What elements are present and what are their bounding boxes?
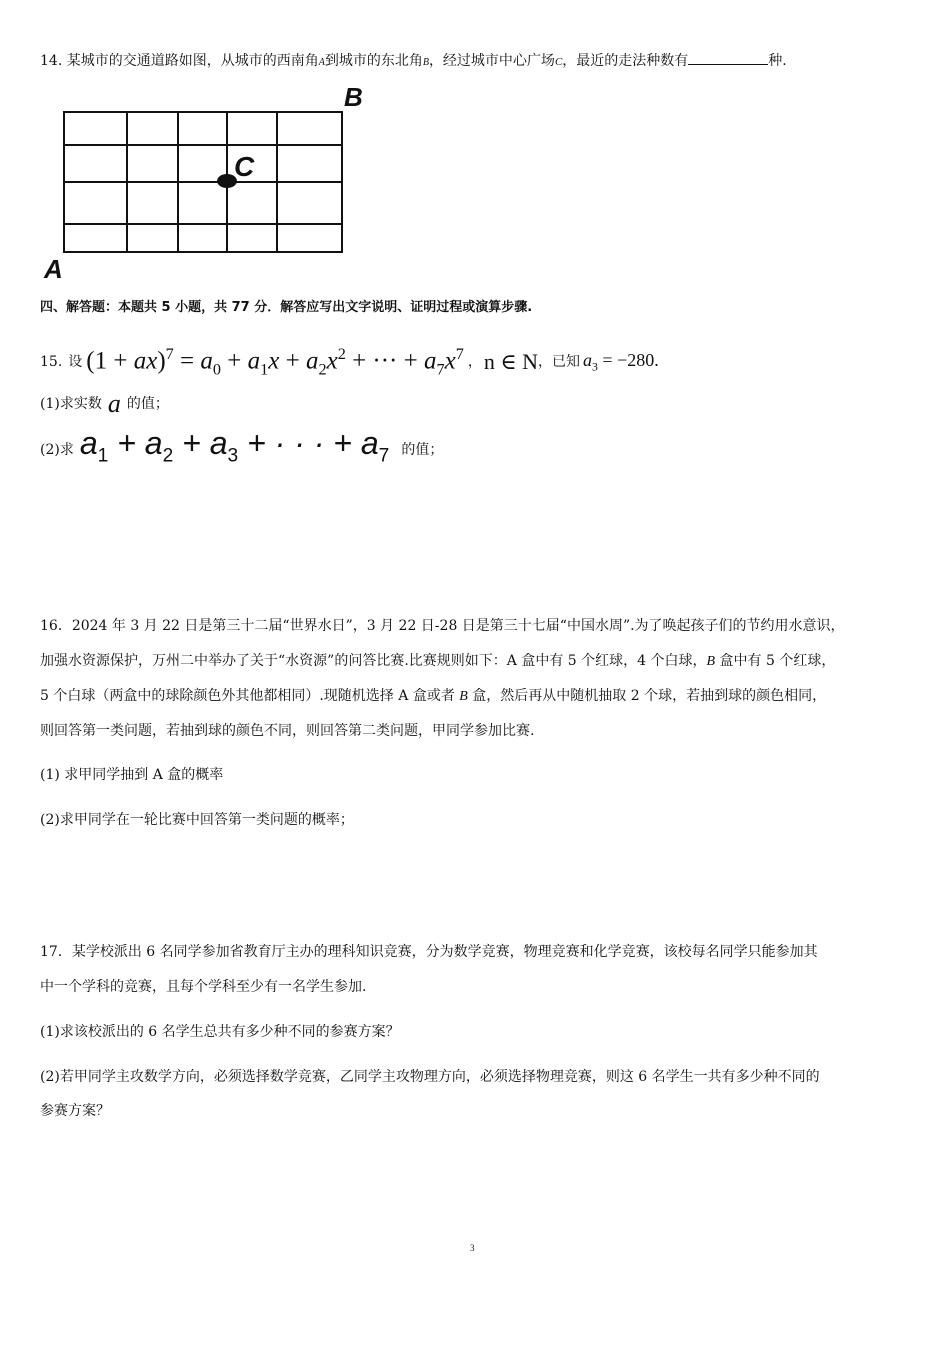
q14-text: 14. 某城市的交通道路如图，从城市的西南角A到城市的东北角B，经过城市中心广场C，最近的走法种数有 种. (40, 50, 787, 73)
q15-sum-expression: $a_1 + a_2 + a_3$ + · · · + $a_7$ (79, 425, 390, 467)
label-a: A (44, 254, 63, 284)
q17-line2: 中一个学科的竞赛，且每个学科至少有一名学生参加. (40, 979, 367, 995)
q17-part1: (1)求该校派出的 6 名学生总共有多少种不同的参赛方案？ (40, 1024, 400, 1040)
q15-part2: (2)求 $a_1 + a_2 + a_3$ + · · · + $a_7$ 的值； (40, 425, 444, 467)
q14-number: 14. (40, 53, 63, 69)
q17-part2-line1: (2)若甲同学主攻数学方向，必须选择数学竞赛，乙同学主攻物理方向，必须选择物理竞赛，则这 6 名学生一共有多少种不同的 (40, 1069, 820, 1085)
q16-line4: 则回答第一类问题，若抽到球的颜色不同，则回答第二类问题，甲同学参加比赛. (40, 723, 535, 739)
q14-var-a: A (318, 57, 325, 68)
q17-line1: 17．某学校派出 6 名同学参加省教育厅主办的理科知识竞赛，分为数学竞赛，物理竞赛和化学竞赛，该校每名同学只能参加其 (40, 944, 818, 960)
q14-answer-blank[interactable] (688, 50, 768, 65)
q16-line1: 16．2024 年 3 月 22 日是第三十二届“世界水日”，3 月 22 日-28 日是第三十七届“中国水周”.为了唤起孩子们的节约用水意识， (40, 618, 845, 634)
page-number: 3 (470, 1243, 475, 1253)
q16-line3: 5 个白球（两盒中的球除颜色外其他都相同）.现随机选择 A 盒或者 B 盒，然后再从中随机抽取 2 个球，若抽到球的颜色相同， (40, 688, 827, 704)
label-c: C (234, 151, 255, 182)
section-heading: 四、解答题：本题共 5 小题，共 77 分．解答应写出文字说明、证明过程或演算步骤. (40, 300, 533, 315)
q15-expansion: $(1 + ax)^7 = a_0 + a_1x + a_2x^2$ + ··· + $a_7x^7$ (86, 344, 464, 379)
q14-var-c: C (554, 56, 563, 68)
q15-known: $a_3 = -280$. (583, 350, 659, 374)
q15-part1-var: a (107, 389, 121, 418)
q15-number: 15. (40, 354, 63, 370)
q15-condition: n ∈ N (483, 349, 539, 374)
q15-statement: 15. 设 $(1 + ax)^7 = a_0 + a_1x + a_2x^2$ + ··· + $a_7x^7$ ， n ∈ N ， 已知 $a_3 = -280$. (40, 344, 659, 379)
q16-part2: (2)求甲同学在一轮比赛中回答第一类问题的概率； (40, 812, 354, 828)
q17-part2-line2: 参赛方案？ (40, 1103, 110, 1119)
q14-grid-figure (38, 84, 378, 284)
label-b: B (344, 84, 363, 112)
q14-var-b: B (422, 57, 429, 68)
q16-part1: (1) 求甲同学抽到 A 盒的概率 (40, 767, 224, 783)
q16-line2: 加强水资源保护，万州二中举办了关于“水资源”的问答比赛.比赛规则如下：A 盒中有 5 个红球，4 个白球，B 盒中有 5 个红球， (40, 653, 836, 669)
grid-lines (64, 112, 342, 252)
q15-part1: (1)求实数 a 的值； (40, 389, 169, 418)
